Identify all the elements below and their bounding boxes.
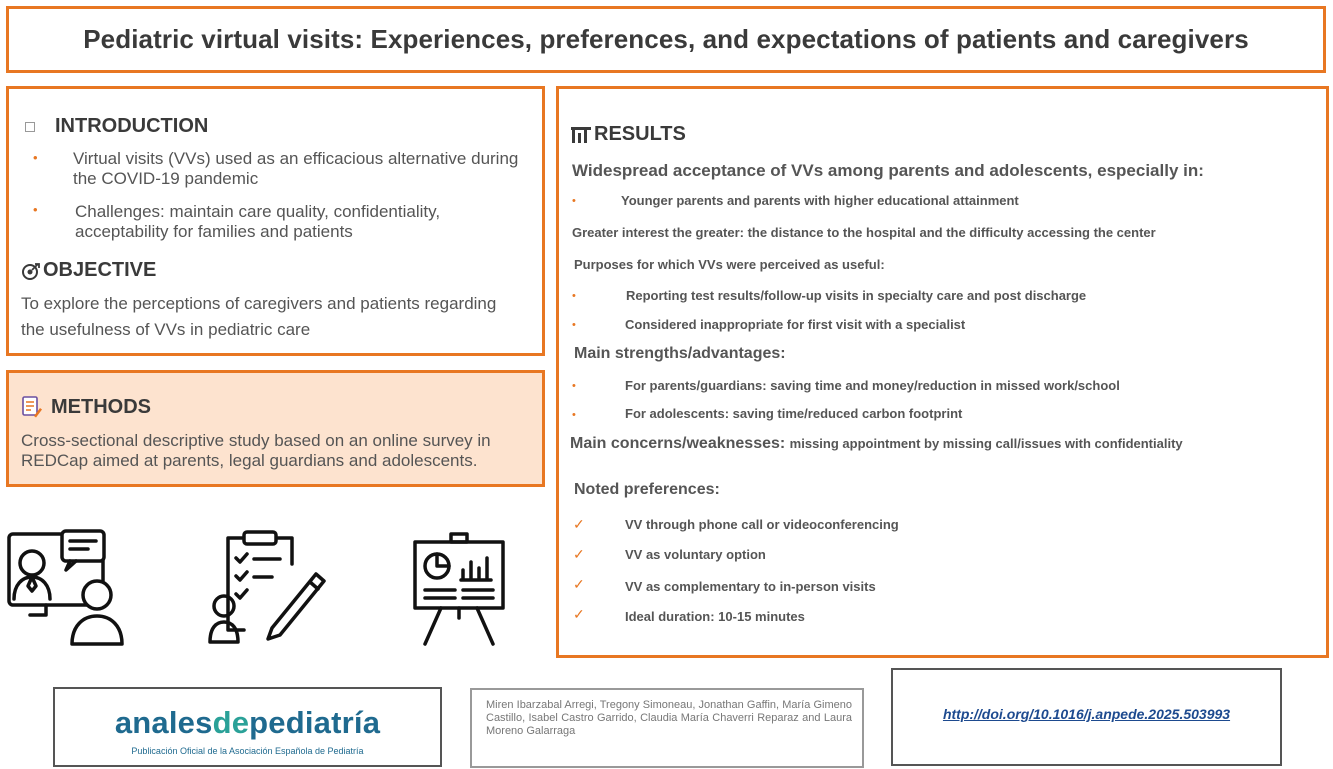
introduction-heading: INTRODUCTION: [55, 115, 209, 137]
purpose-item: Considered inappropriate for first visit with a specialist: [625, 317, 966, 332]
square-outline-icon: [25, 122, 35, 132]
methods-heading-row: [21, 395, 151, 419]
preference-item: VV as voluntary option: [625, 547, 766, 562]
strength-item: For adolescents: saving time/reduced carbon footprint: [625, 406, 963, 421]
introduction-heading-row: [25, 115, 208, 138]
methods-heading: METHODS: [51, 395, 151, 418]
concerns-title: Main concerns/weaknesses:: [570, 435, 786, 452]
acceptance-title: Widespread acceptance of VVs among parents and adolescents, especially in:: [572, 161, 1204, 180]
concerns-line: [570, 435, 1183, 453]
bullet-dot: •: [572, 380, 576, 392]
bar-chart-icon: [570, 126, 592, 144]
introduction-panel: [6, 86, 545, 356]
objective-heading: OBJECTIVE: [43, 259, 157, 281]
results-heading-row: [570, 123, 686, 146]
bullet-dot: •: [572, 290, 576, 302]
target-icon: [21, 261, 41, 281]
presentation-easel-icon: [411, 532, 507, 646]
results-heading: RESULTS: [594, 123, 686, 145]
intro-bullet-2: Challenges: maintain care quality, confidentiality, acceptability for families and patients: [75, 202, 441, 241]
purpose-item: Reporting test results/follow-up visits in specialty care and post discharge: [626, 288, 1087, 303]
intro-bullet-1: Virtual visits (VVs) used as an efficacious alternative during the COVID-19 pandemic: [73, 149, 519, 188]
check-icon: ✓: [573, 516, 585, 532]
interest-line: Greater interest the greater: the distance to the hospital and the difficulty accessing the center: [572, 225, 1156, 240]
strength-item: For parents/guardians: saving time and money/reduction in missed work/school: [625, 378, 1120, 393]
bullet-dot: •: [572, 319, 576, 331]
check-icon: ✓: [573, 546, 585, 562]
purposes-title: Purposes for which VVs were perceived as useful:: [574, 257, 885, 272]
preference-item: VV through phone call or videoconferencing: [625, 517, 899, 532]
methods-panel: [6, 370, 545, 487]
authors-box: [470, 688, 864, 768]
clipboard-checklist-pen-icon: [206, 528, 326, 646]
title-box: [6, 6, 1326, 73]
results-panel: [556, 86, 1329, 658]
check-icon: ✓: [573, 606, 585, 622]
preferences-title: Noted preferences:: [574, 481, 720, 498]
video-call-icon: [6, 527, 130, 647]
strengths-title: Main strengths/advantages:: [574, 345, 786, 362]
preference-item: VV as complementary to in-person visits: [625, 579, 876, 594]
bullet-dot: •: [33, 202, 38, 217]
doi-box: [891, 668, 1282, 766]
bullet-dot: •: [572, 409, 576, 421]
checklist-document-icon: [21, 395, 43, 419]
journal-logo: analesdepediatría: [114, 705, 381, 740]
bullet-dot: •: [33, 150, 38, 165]
concerns-text: missing appointment by missing call/issues with confidentiality: [789, 436, 1183, 451]
page-title: Pediatric virtual visits: Experiences, preferences, and expectations of patients and caregivers: [83, 24, 1249, 54]
preference-item: Ideal duration: 10-15 minutes: [625, 609, 805, 624]
methods-text: Cross-sectional descriptive study based on an online survey in REDCap aimed at parents, legal guardians and adolescents.: [21, 431, 491, 470]
journal-logo-subtitle: Publicación Oficial de la Asociación Española de Pediatría: [131, 746, 364, 756]
bullet-dot: •: [572, 195, 576, 207]
authors-text: Miren Ibarzabal Arregi, Tregony Simoneau, Jonathan Gaffin, María Gimeno Castillo, Isabel Castro Garrido, Claudia María Chaverri Reparaz and Laura Moreno Galarraga: [486, 699, 852, 737]
doi-link[interactable]: http://doi.org/10.1016/j.anpede.2025.503993: [942, 706, 1231, 722]
objective-text: To explore the perceptions of caregivers and patients regarding the usefulness of VVs in pediatric care: [21, 294, 497, 339]
check-icon: ✓: [573, 576, 585, 592]
objective-heading-row: [21, 259, 156, 282]
journal-logo-box: [53, 687, 442, 767]
acceptance-bullet: Younger parents and parents with higher educational attainment: [621, 193, 1019, 208]
